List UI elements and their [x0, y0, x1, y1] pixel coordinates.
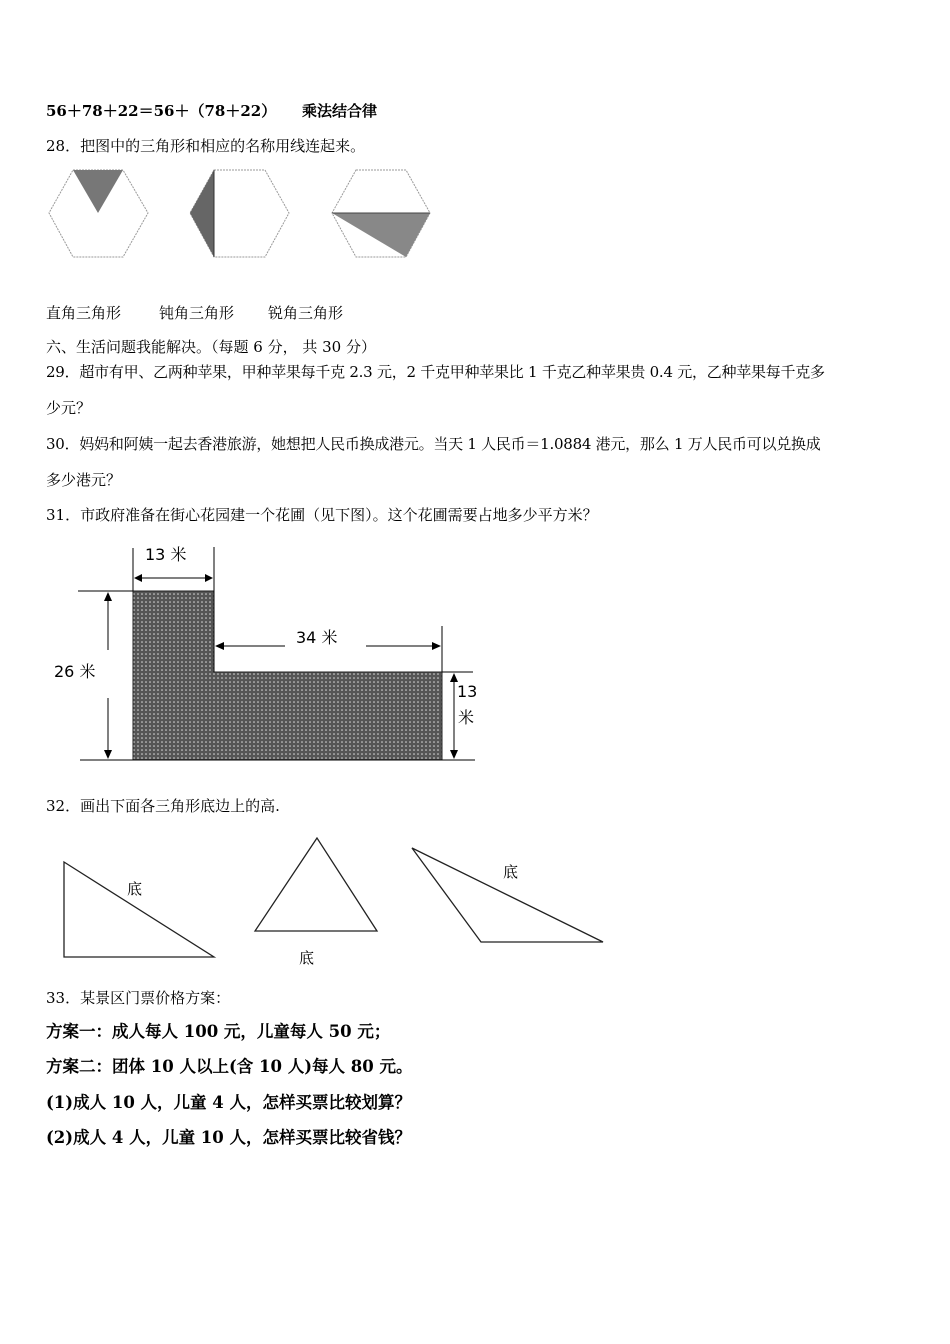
label-34m: 34 米: [296, 628, 338, 647]
law-name: 乘法结合律: [302, 102, 378, 120]
plan-1: 方案一：成人每人 100 元，儿童每人 50 元；: [46, 1022, 391, 1041]
base-label-3: 底: [503, 863, 519, 881]
law-example: 56＋78＋22＝56＋（78＋22）: [46, 102, 277, 120]
triangles-32: [64, 838, 603, 967]
label-13-right: 13: [457, 682, 478, 701]
label-right-triangle: 直角三角形: [46, 304, 122, 322]
question-30: 30．妈妈和阿姨一起去香港旅游，她想把人民币换成港元。当天 1 人民币＝1.0884 港元，那么 1 万人民币可以兑换成: [46, 435, 821, 453]
label-mi-right: 米: [458, 708, 475, 727]
label-obtuse-triangle: 钝角三角形: [159, 304, 235, 322]
hexagon-3: [332, 170, 430, 257]
label-13m-top: 13 米: [145, 545, 187, 564]
sub-question-2: (2)成人 4 人，儿童 10 人，怎样买票比较省钱？: [46, 1128, 412, 1147]
question-29-cont: 少元？: [46, 399, 92, 417]
hexagon-1: [49, 170, 148, 257]
plan-2: 方案二：团体 10 人以上(含 10 人)每人 80 元。: [46, 1057, 413, 1076]
question-31: 31．市政府准备在街心花园建一个花圃（见下图）。这个花圃需要占地多少平方米？: [46, 506, 598, 524]
section-6-heading: 六、生活问题我能解决。（每题 6 分， 共 30 分）: [46, 338, 376, 356]
question-28: 28．把图中的三角形和相应的名称用线连起来。: [46, 137, 366, 155]
base-label-1: 底: [127, 880, 143, 898]
question-32: 32．画出下面各三角形底边上的高.: [46, 797, 280, 815]
label-26m: 26 米: [54, 662, 96, 681]
question-30-cont: 多少港元？: [46, 471, 122, 489]
base-label-2: 底: [299, 949, 315, 967]
flowerbed-figure: [54, 545, 477, 760]
question-33: 33．某景区门票价格方案：: [46, 989, 231, 1007]
sub-question-1: (1)成人 10 人，儿童 4 人，怎样买票比较划算？: [46, 1093, 412, 1112]
hexagon-2: [190, 170, 289, 257]
label-acute-triangle: 锐角三角形: [268, 304, 344, 322]
question-29: 29．超市有甲、乙两种苹果，甲种苹果每千克 2.3 元，2 千克甲种苹果比 1 千克乙种苹果贵 0.4 元，乙种苹果每千克多: [46, 363, 825, 381]
